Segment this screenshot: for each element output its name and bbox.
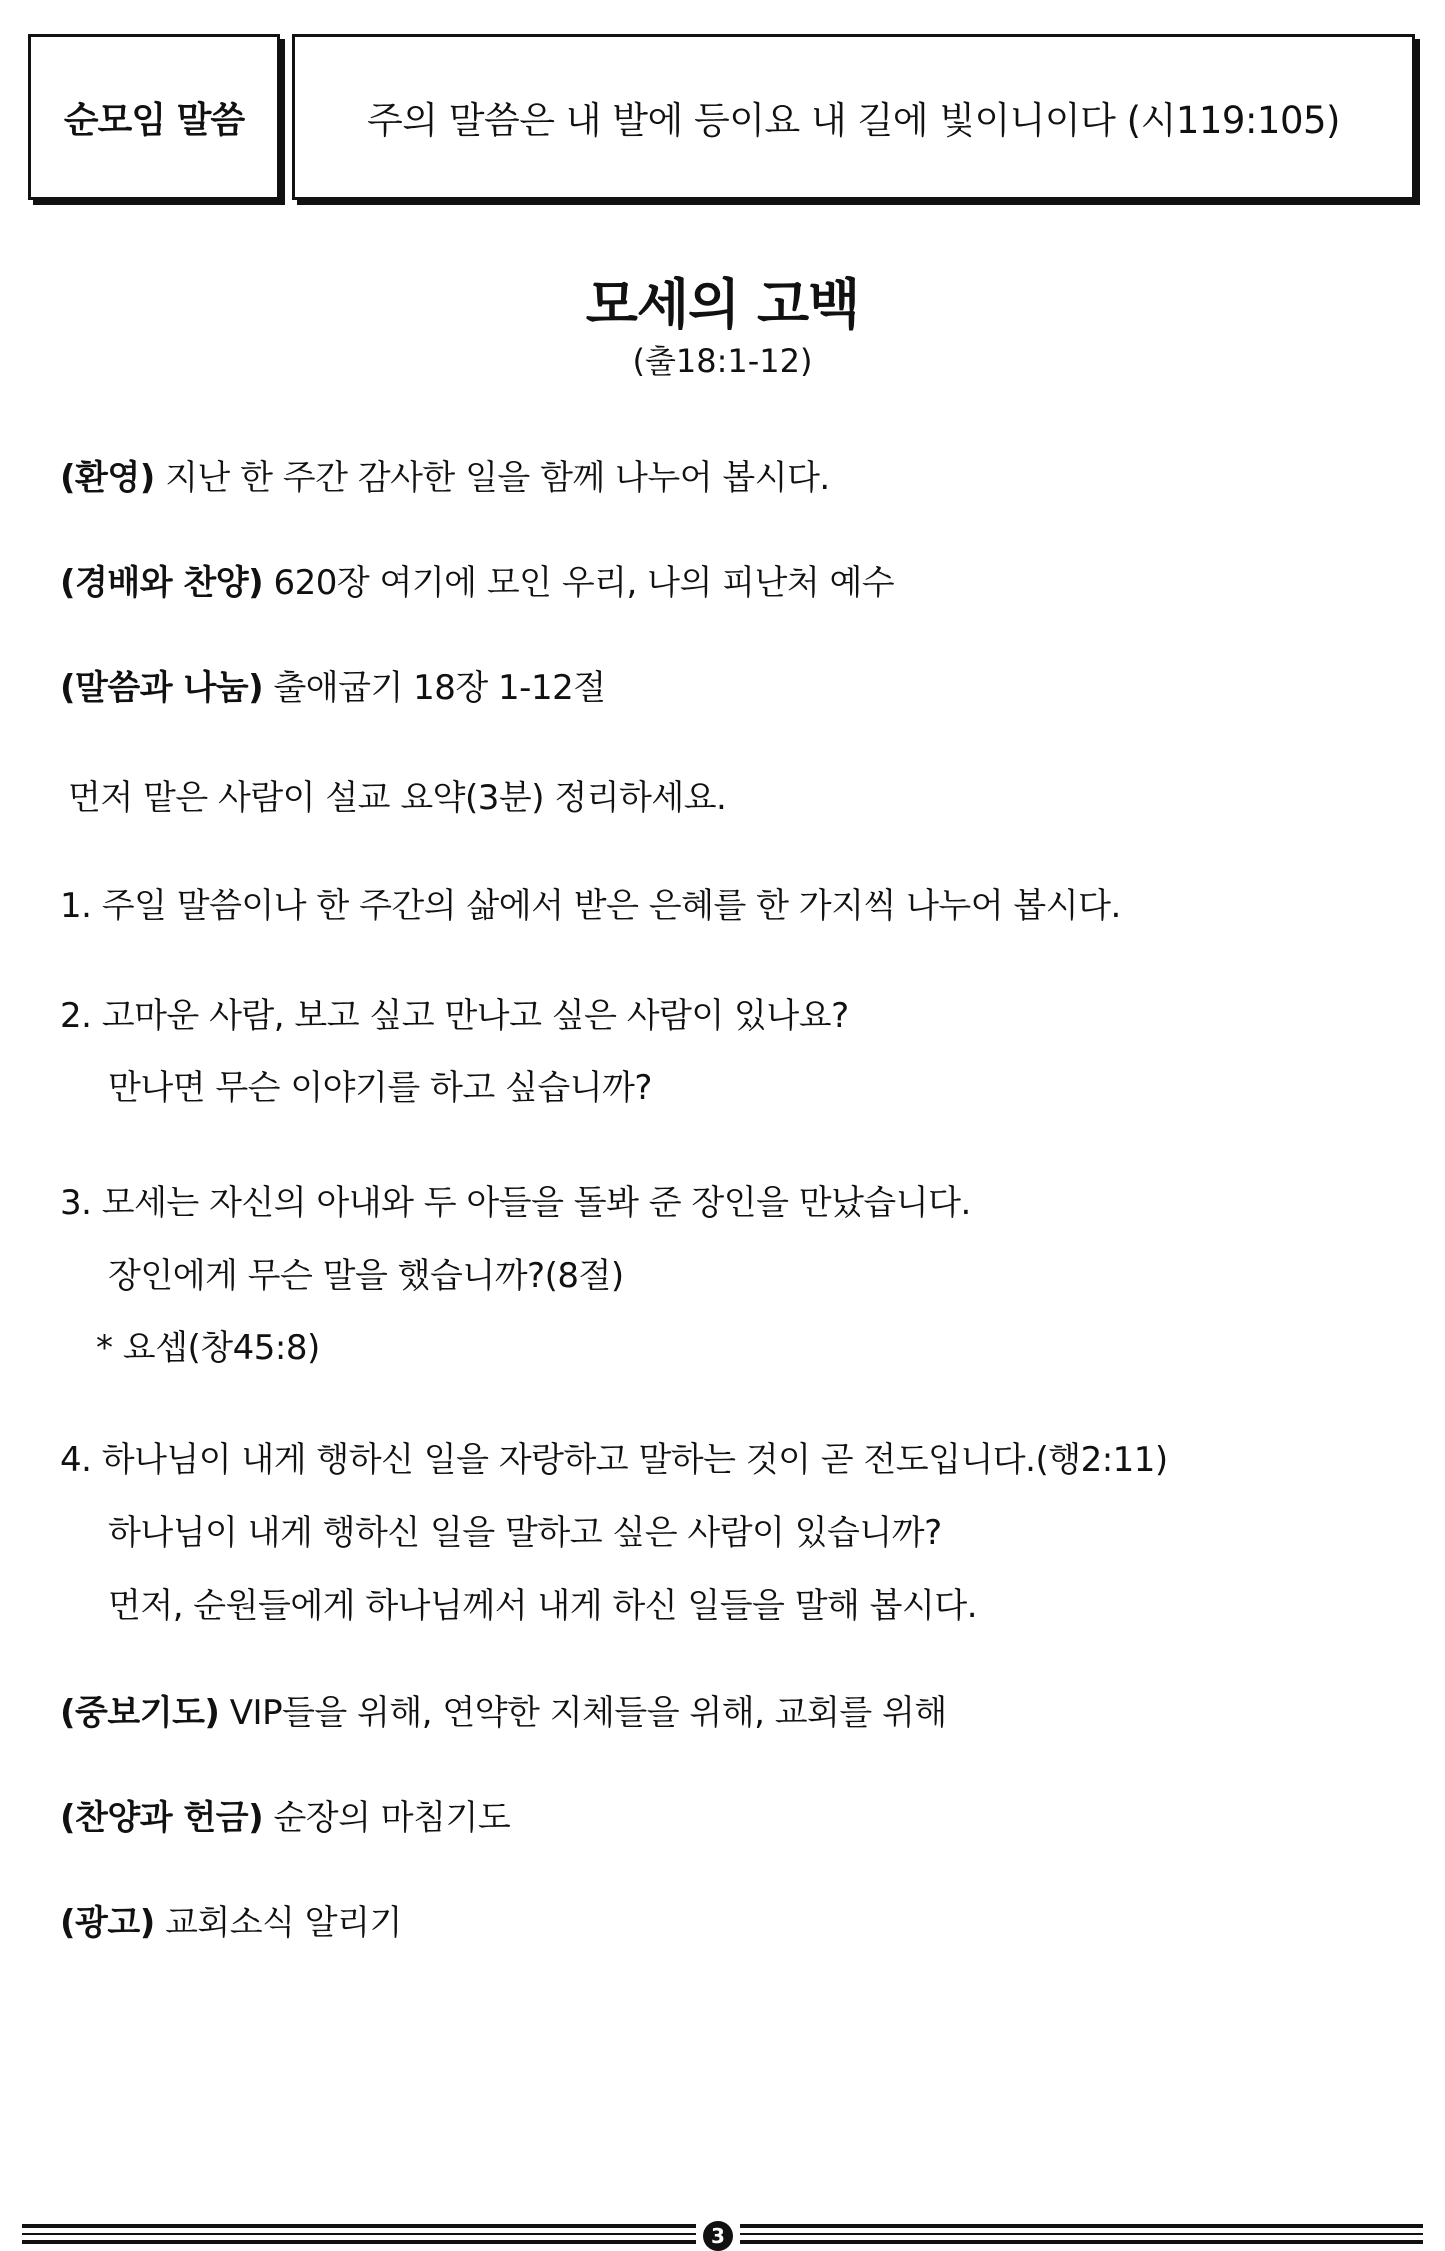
page-subtitle: (출18:1-12) [632,342,813,380]
notice-text: 교회소식 알리기 [154,1903,402,1943]
offering-tag: (찬양과 헌금) [60,1798,264,1838]
question-3-followup: 장인에게 무슨 말을 했습니까?(8절) [108,1256,624,1296]
word-text: 출애굽기 18장 1-12절 [263,668,606,708]
footer-rule-left-bottom [22,2240,696,2244]
offering-text: 순장의 마침기도 [263,1798,511,1838]
question-3-note: * 요셉(창45:8) [96,1328,320,1368]
footer-rule-left-mid [22,2233,696,2235]
word-line [60,660,606,709]
intro-line: 먼저 맡은 사람이 설교 요약(3분) 정리하세요. [68,778,727,818]
prayer-text: VIP들을 위해, 연약한 지체들을 위해, 교회를 위해 [219,1693,947,1733]
question-4-followup-1: 하나님이 내게 행하신 일을 말하고 싶은 사람이 있습니까? [108,1513,942,1553]
question-1: 1. 주일 말씀이나 한 주간의 삶에서 받은 은혜를 한 가지씩 나누어 봅시다. [60,886,1121,926]
worship-tag: (경배와 찬양) [60,563,264,603]
question-4: 4. 하나님이 내게 행하신 일을 자랑하고 말하는 것이 곧 전도입니다.(행2:11) [60,1440,1168,1480]
prayer-tag: (중보기도) [60,1693,220,1733]
footer-rule-right-bottom [740,2240,1423,2244]
notice-line [60,1895,402,1944]
question-2-followup: 만나면 무슨 이야기를 하고 싶습니까? [108,1068,652,1108]
offering-line [60,1790,510,1839]
word-tag: (말씀과 나눔) [60,668,264,708]
header-label: 순모임 말씀 [63,99,245,141]
header-label-box [28,34,280,200]
header-verse-box [292,34,1415,200]
question-4-followup-2: 먼저, 순원들에게 하나님께서 내게 하신 일들을 말해 봅시다. [108,1586,978,1626]
question-3: 3. 모세는 자신의 아내와 두 아들을 돌봐 준 장인을 만났습니다. [60,1183,971,1223]
worship-text: 620장 여기에 모인 우리, 나의 피난처 예수 [263,563,895,603]
worship-line [60,555,894,604]
notice-tag: (광고) [60,1903,155,1943]
welcome-text: 지난 한 주간 감사한 일을 함께 나누어 봅시다. [154,458,830,498]
question-2: 2. 고마운 사람, 보고 싶고 만나고 싶은 사람이 있나요? [60,996,849,1036]
page-number: 3 [703,2221,733,2251]
welcome-tag: (환영) [60,458,155,498]
header-verse: 주의 말씀은 내 발에 등이요 내 길에 빛이니이다 (시119:105) [366,99,1340,142]
footer-rule-right-top [740,2224,1423,2228]
page-title: 모세의 고백 [585,273,860,336]
footer-rule-right-mid [740,2233,1423,2235]
prayer-line [60,1685,947,1734]
footer-rule-left-top [22,2224,696,2228]
welcome-line [60,450,830,499]
